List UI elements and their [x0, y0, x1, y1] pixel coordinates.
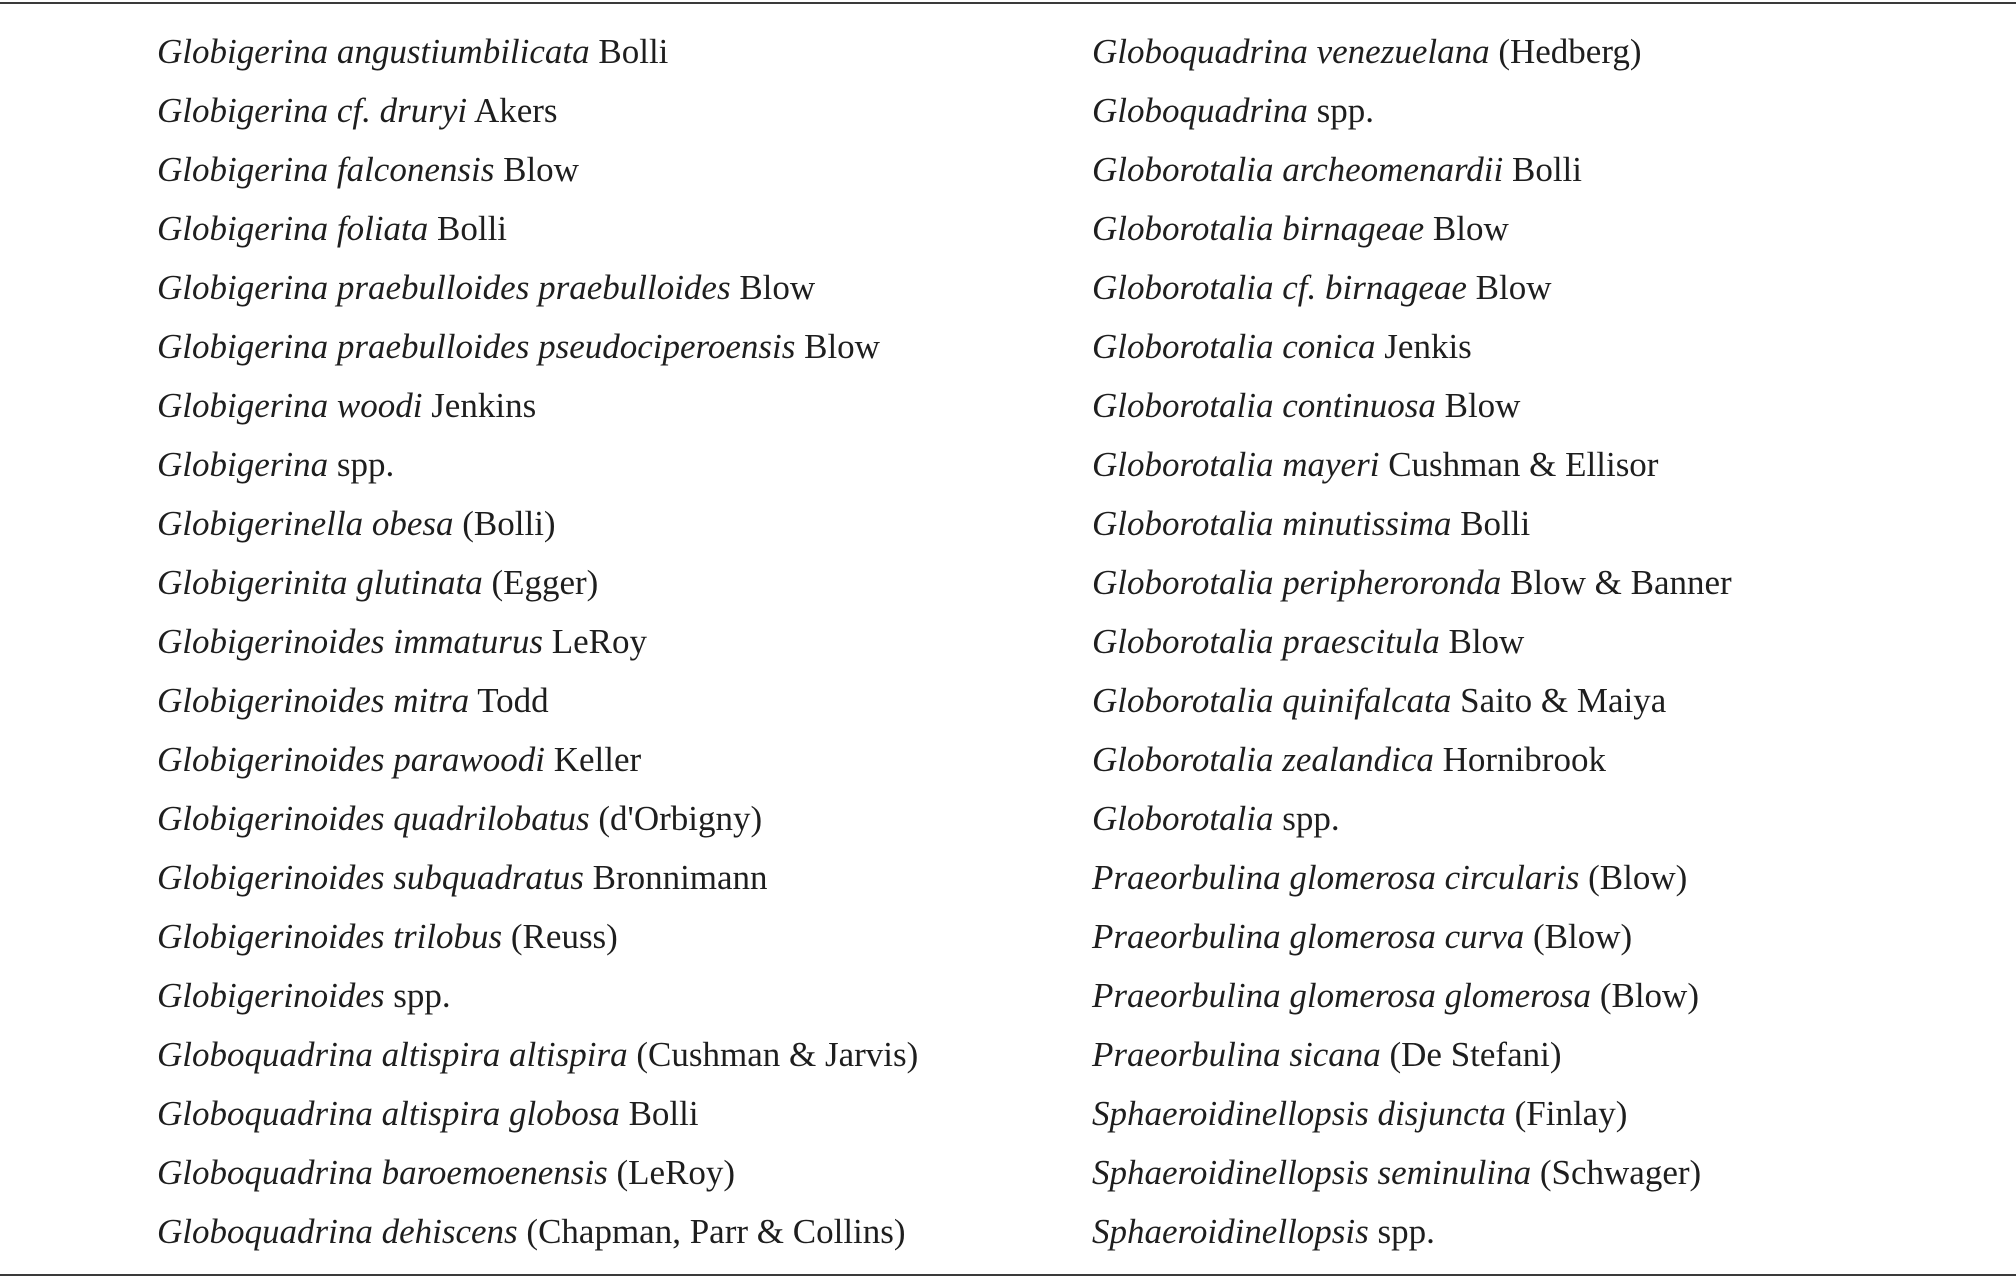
taxon-name: Globigerinoides	[157, 976, 385, 1015]
taxon-author: (LeRoy)	[616, 1153, 736, 1192]
taxon-name: Sphaeroidinellopsis	[1092, 1212, 1369, 1251]
taxon-author: Blow & Banner	[1510, 563, 1732, 602]
taxon-name: Globigerinoides immaturus	[157, 622, 543, 661]
species-entry	[157, 317, 918, 376]
taxon-author: Jenkis	[1384, 327, 1472, 366]
taxon-name: Globorotalia quinifalcata	[1092, 681, 1452, 720]
taxon-author: Bolli	[598, 32, 669, 71]
taxon-name: Globorotalia conica	[1092, 327, 1376, 366]
taxon-author: spp.	[1377, 1212, 1435, 1251]
species-column-right	[1092, 22, 1732, 1261]
taxon-name: Globoquadrina baroemoenensis	[157, 1153, 608, 1192]
species-entry	[157, 789, 918, 848]
species-entry	[157, 22, 918, 81]
taxon-author: Blow	[1444, 386, 1521, 425]
taxon-name: Globigerina woodi	[157, 386, 423, 425]
species-entry	[157, 1084, 918, 1143]
species-entry	[1092, 199, 1732, 258]
species-entry	[1092, 258, 1732, 317]
taxon-author: (Egger)	[491, 563, 599, 602]
species-entry	[157, 553, 918, 612]
taxon-name: Globigerinoides quadrilobatus	[157, 799, 590, 838]
taxon-author: Blow	[503, 150, 579, 189]
species-entry	[1092, 730, 1732, 789]
taxon-name: Globorotalia	[1092, 799, 1274, 838]
taxon-author: (Schwager)	[1539, 1153, 1702, 1192]
species-entry	[1092, 435, 1732, 494]
taxon-name: Globigerina angustiumbilicata	[157, 32, 590, 71]
species-entry	[157, 1202, 918, 1261]
taxon-author: Keller	[553, 740, 642, 779]
species-entry	[157, 1143, 918, 1202]
taxon-name: Globigerinita glutinata	[157, 563, 483, 602]
species-entry	[157, 612, 918, 671]
taxon-author: Bolli	[1460, 504, 1531, 543]
taxon-author: spp.	[1282, 799, 1340, 838]
taxon-author: Blow	[1448, 622, 1525, 661]
taxon-author: (d'Orbigny)	[598, 799, 763, 838]
species-entry	[1092, 1084, 1732, 1143]
taxon-author: Hornibrook	[1442, 740, 1606, 779]
taxon-name: Sphaeroidinellopsis seminulina	[1092, 1153, 1532, 1192]
species-entry	[1092, 140, 1732, 199]
species-entry	[1092, 317, 1732, 376]
taxon-author: spp.	[336, 445, 395, 484]
taxon-name: Globorotalia continuosa	[1092, 386, 1436, 425]
taxon-name: Globigerinoides mitra	[157, 681, 470, 720]
species-entry	[157, 435, 918, 494]
taxon-name: Praeorbulina glomerosa glomerosa	[1092, 976, 1592, 1015]
taxon-name: Globorotalia birnageae	[1092, 209, 1425, 248]
taxon-name: Globoquadrina dehiscens	[157, 1212, 518, 1251]
taxon-author: Bolli	[437, 209, 508, 248]
taxon-author: Bolli	[1511, 150, 1582, 189]
taxon-name: Globorotalia archeomenardii	[1092, 150, 1504, 189]
top-rule	[0, 2, 2016, 4]
species-entry	[1092, 81, 1732, 140]
taxon-author: Bolli	[628, 1094, 699, 1133]
taxon-name: Praeorbulina glomerosa circularis	[1092, 858, 1580, 897]
species-entry	[1092, 1143, 1732, 1202]
taxon-author: Blow	[1475, 268, 1552, 307]
taxon-name: Globigerina falconensis	[157, 150, 495, 189]
species-entry	[157, 848, 918, 907]
taxon-author: (Reuss)	[510, 917, 618, 956]
species-entry	[157, 966, 918, 1025]
taxon-author: (De Stefani)	[1389, 1035, 1562, 1074]
taxon-name: Globigerina foliata	[157, 209, 429, 248]
taxon-author: spp.	[393, 976, 451, 1015]
taxon-name: Praeorbulina sicana	[1092, 1035, 1381, 1074]
taxon-name: Globigerina cf. druryi	[157, 91, 468, 130]
taxon-author: (Bolli)	[462, 504, 556, 543]
species-entry	[1092, 494, 1732, 553]
taxon-name: Globoquadrina altispira globosa	[157, 1094, 620, 1133]
species-entry	[1092, 1202, 1732, 1261]
taxon-name: Globoquadrina altispira altispira	[157, 1035, 628, 1074]
taxon-author: (Hedberg)	[1498, 32, 1642, 71]
taxon-name: Globorotalia peripheroronda	[1092, 563, 1502, 602]
species-column-left	[157, 22, 918, 1261]
taxon-author: (Cushman & Jarvis)	[636, 1035, 919, 1074]
species-entry	[157, 671, 918, 730]
taxon-author: Blow	[739, 268, 816, 307]
taxon-name: Praeorbulina glomerosa curva	[1092, 917, 1525, 956]
taxon-name: Globoquadrina venezuelana	[1092, 32, 1490, 71]
taxon-author: (Chapman, Parr & Collins)	[526, 1212, 906, 1251]
species-entry	[157, 376, 918, 435]
taxon-author: Blow	[804, 327, 880, 366]
taxon-author: Akers	[473, 91, 558, 130]
taxon-author: Blow	[1432, 209, 1509, 248]
species-entry	[1092, 848, 1732, 907]
taxon-name: Globigerinoides parawoodi	[157, 740, 545, 779]
taxon-author: (Finlay)	[1514, 1094, 1628, 1133]
taxon-name: Globigerinoides subquadratus	[157, 858, 584, 897]
taxon-author: LeRoy	[551, 622, 647, 661]
species-entry	[1092, 376, 1732, 435]
species-entry	[1092, 671, 1732, 730]
species-entry	[1092, 1025, 1732, 1084]
taxon-name: Globigerina praebulloides pseudociperoensis	[157, 327, 796, 366]
species-entry	[157, 1025, 918, 1084]
taxon-name: Globigerinoides trilobus	[157, 917, 503, 956]
taxon-author: Todd	[477, 681, 549, 720]
bottom-rule	[0, 1274, 2016, 1276]
taxon-author: Bronnimann	[592, 858, 768, 897]
taxon-author: Cushman & Ellisor	[1388, 445, 1659, 484]
taxon-author: (Blow)	[1533, 917, 1633, 956]
species-entry	[157, 494, 918, 553]
species-entry	[157, 199, 918, 258]
taxon-author: (Blow)	[1588, 858, 1688, 897]
taxon-name: Globigerina praebulloides praebulloides	[157, 268, 731, 307]
taxon-author: spp.	[1316, 91, 1374, 130]
taxon-name: Globorotalia cf. birnageae	[1092, 268, 1467, 307]
species-entry	[157, 730, 918, 789]
species-entry	[1092, 789, 1732, 848]
taxon-author: Jenkins	[431, 386, 537, 425]
taxon-author: Saito & Maiya	[1460, 681, 1667, 720]
species-entry	[1092, 966, 1732, 1025]
species-entry	[1092, 22, 1732, 81]
taxon-name: Globorotalia praescitula	[1092, 622, 1440, 661]
species-entry	[157, 81, 918, 140]
taxon-name: Globorotalia mayeri	[1092, 445, 1380, 484]
taxon-name: Globigerinella obesa	[157, 504, 454, 543]
species-entry	[157, 258, 918, 317]
species-entry	[1092, 907, 1732, 966]
taxon-name: Globorotalia zealandica	[1092, 740, 1434, 779]
species-entry	[1092, 553, 1732, 612]
taxon-name: Globoquadrina	[1092, 91, 1308, 130]
species-entry	[157, 907, 918, 966]
taxon-name: Globorotalia minutissima	[1092, 504, 1452, 543]
species-entry	[157, 140, 918, 199]
species-entry	[1092, 612, 1732, 671]
taxon-name: Sphaeroidinellopsis disjuncta	[1092, 1094, 1506, 1133]
taxon-author: (Blow)	[1599, 976, 1699, 1015]
taxon-name: Globigerina	[157, 445, 329, 484]
